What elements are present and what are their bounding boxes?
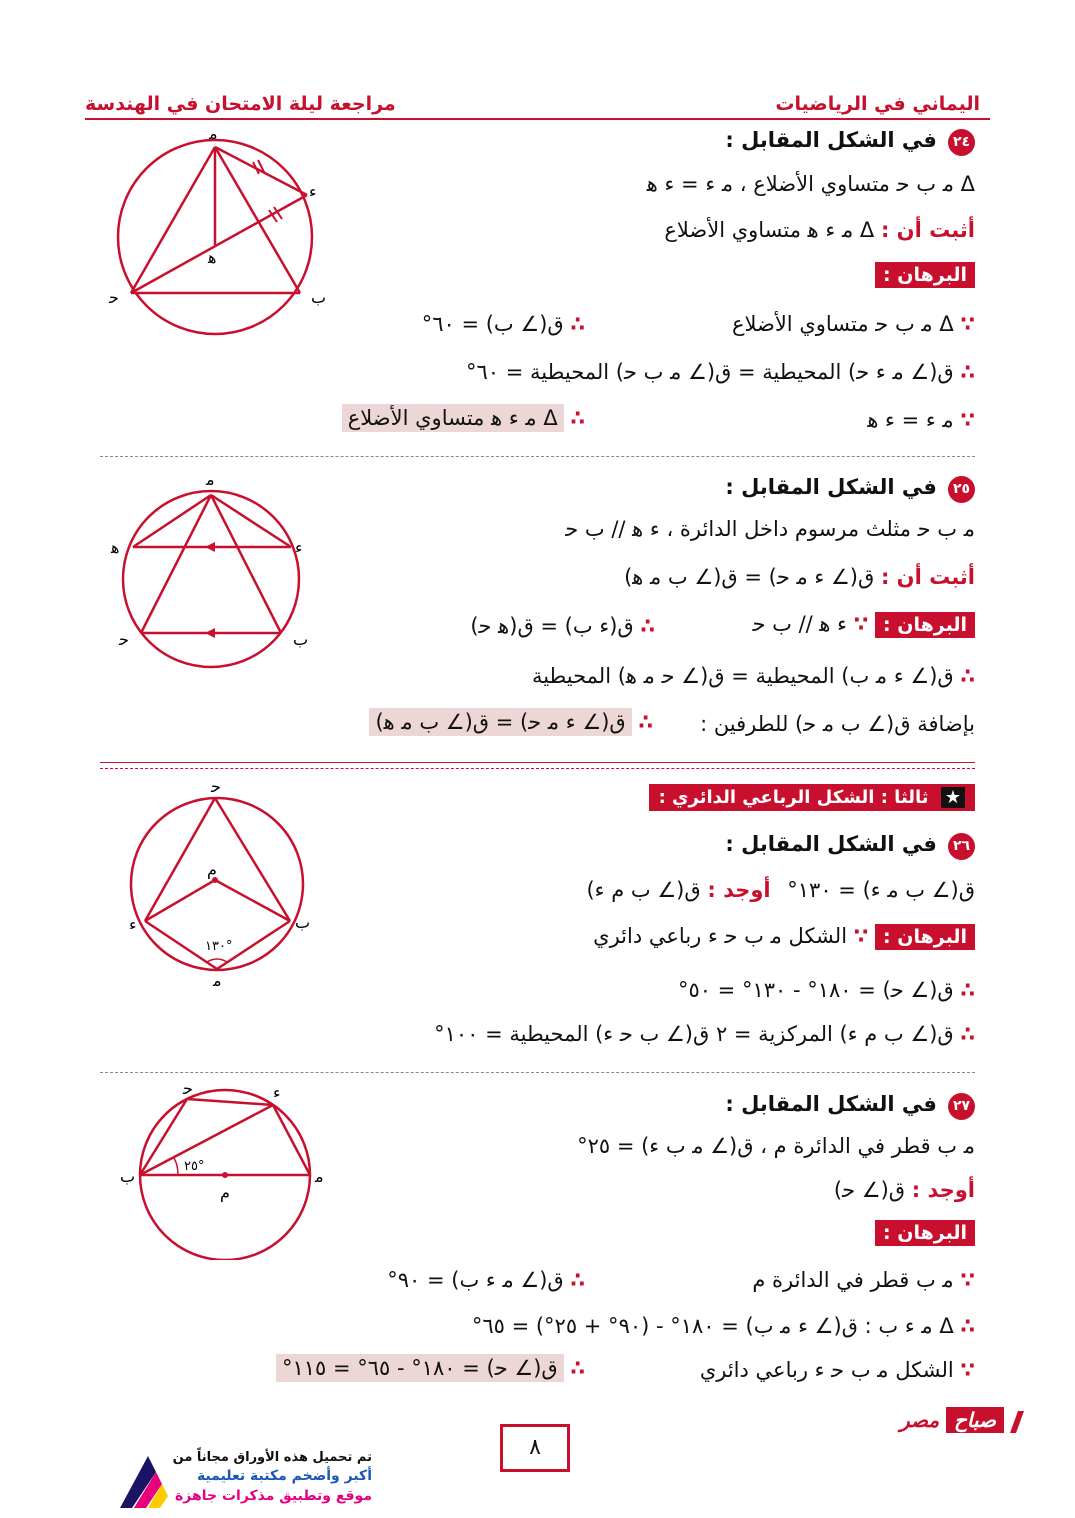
q27-number: ٢٧ — [948, 1093, 975, 1120]
q26-angle-label: ١٣٠° — [205, 939, 233, 954]
therefore-icon: ∴ — [960, 360, 975, 384]
q25-prove-label: أثبت أن : — [880, 565, 975, 589]
because-icon: ∵ — [960, 1268, 975, 1292]
q25-label-b: ﺏ — [293, 630, 309, 649]
q26-step3-text: ﻕ(∠ ﺏ م ﺀ) المركزية = ٢ ﻕ(∠ ﺏ ﺣ ﺀ) المحيطية = ١٠٠° — [434, 1022, 954, 1046]
q27-find-label: أوجد : — [911, 1178, 975, 1202]
q27-step1-reason — [752, 1268, 975, 1292]
q24-label-d: ﺀ — [309, 182, 317, 201]
q26-proof-badge: البرهان : — [875, 924, 975, 950]
brand-logo — [900, 1408, 1020, 1433]
q25-step2 — [532, 664, 975, 688]
q26-label-d: ﺀ — [129, 915, 137, 934]
q27-label-d: ﺀ — [273, 1083, 281, 1102]
therefore-icon: ∴ — [640, 614, 655, 638]
q24-step1-reason — [732, 312, 975, 336]
q26-step1 — [593, 924, 975, 950]
q24-label-h: ﻫ — [208, 248, 217, 267]
brand-bar-icon — [1010, 1411, 1024, 1433]
header-subject: اليماني في الرياضيات — [775, 93, 980, 115]
q27-step3-r: الشكل ﻣ ﺏ ﺣ ﺀ رباعي دائري — [699, 1358, 954, 1382]
section-rule-dashed — [100, 768, 975, 769]
q27-heading — [725, 1092, 975, 1120]
header-rule — [85, 118, 990, 120]
divider — [100, 456, 975, 457]
q27-label-b: ﺏ — [120, 1167, 136, 1186]
q24-step1-r: Δ ﻣ ﺏ ﺣ متساوي الأضلاع — [731, 312, 954, 336]
q25-label-d: ﺀ — [295, 538, 303, 557]
brand-name-a: صباح — [946, 1407, 1004, 1433]
q24-step1-result — [422, 312, 585, 336]
q26-given — [586, 878, 975, 902]
q26-figure — [115, 778, 320, 990]
q27-label-m: م — [220, 1183, 230, 1202]
q27-step1-r: ﻣ ﺏ قطر في الدائرة م — [752, 1268, 954, 1292]
because-icon: ∵ — [853, 612, 869, 636]
q24-step2-text: ﻕ(∠ ﻣ ﺀ ﺣ) المحيطية = ﻕ(∠ ﻣ ﺏ ﺣ) المحيطية = ٦٠° — [466, 360, 954, 384]
q27-proof-badge: البرهان : — [875, 1220, 975, 1246]
q24-heading — [725, 128, 975, 156]
q24-step3-reason — [867, 408, 975, 432]
q27-step1-result — [387, 1268, 585, 1292]
q27-given: ﻣ ﺏ قطر في الدائرة م ، ﻕ(∠ ﻣ ﺏ ﺀ) = ٢٥° — [577, 1134, 975, 1158]
q25-proof-badge: البرهان : — [875, 612, 975, 638]
q25-prove — [624, 565, 975, 589]
q25-conclusion: ﻕ(∠ ﺀ ﻣ ﺣ) = ﻕ(∠ ﺏ ﻣ ﻫ) — [369, 708, 631, 736]
because-icon: ∵ — [960, 312, 975, 336]
q26-label-m: م — [207, 860, 217, 879]
q24-label-c: ﺣ — [109, 288, 119, 307]
q26-step3 — [434, 1022, 975, 1046]
promo-logo-icon — [110, 1450, 172, 1514]
q25-given: ﻣ ﺏ ﺣ مثلث مرسوم داخل الدائرة ، ﺀ ﻫ // ﺏ ﺣ — [565, 517, 975, 541]
q24-conclusion: Δ ﻣ ﺀ ﻫ متساوي الأضلاع — [342, 404, 564, 432]
q24-step3-r: ﻣ ﺀ = ﺀ ﻫ — [867, 408, 954, 432]
q27-label-c: ﺣ — [183, 1080, 193, 1098]
q27-step3-result — [276, 1356, 585, 1380]
q25-step3-reason: بإضافة ﻕ(∠ ﺏ ﻣ ﺣ) للطرفين : — [700, 712, 975, 736]
q26-step1-text: الشكل ﻣ ﺏ ﺣ ﺀ رباعي دائري — [593, 924, 848, 948]
q26-label-c: ﺣ — [211, 778, 221, 796]
therefore-icon: ∴ — [570, 1356, 585, 1380]
q27-title: في الشكل المقابل : — [725, 1092, 937, 1116]
q27-conclusion: ﻕ(∠ ﺣ) = ١٨٠° - ٦٥° = ١١٥° — [276, 1354, 564, 1382]
divider — [100, 1072, 975, 1073]
q25-step1 — [752, 612, 975, 638]
q24-step1-l: ﻕ(∠ ﺏ) = ٦٠° — [421, 312, 564, 336]
therefore-icon: ∴ — [570, 406, 585, 430]
q25-step1-l: ﻕ(ﺀ ﺏ) = ﻕ(ﻫ ﺣ) — [470, 614, 634, 638]
because-icon: ∵ — [960, 1358, 975, 1382]
therefore-icon: ∴ — [570, 312, 585, 336]
q24-figure — [95, 125, 335, 350]
q27-find-text: ﻕ(∠ ﺣ) — [833, 1178, 906, 1202]
q25-label-h: ﻫ — [111, 538, 120, 557]
q25-label-a: ﻣ — [206, 470, 215, 489]
q27-figure — [110, 1080, 335, 1260]
q25-step1-result — [470, 614, 655, 638]
q24-proof-label — [875, 262, 975, 288]
therefore-icon: ∴ — [570, 1268, 585, 1292]
q24-step3-result — [342, 406, 585, 430]
q26-heading — [725, 832, 975, 860]
q25-figure — [105, 465, 320, 675]
q25-heading — [725, 475, 975, 503]
q24-title: في الشكل المقابل : — [725, 128, 937, 152]
therefore-icon: ∴ — [960, 1314, 975, 1338]
promo-line-2: أكبر وأضخم مكتبة تعليمية — [197, 1468, 372, 1484]
q25-step1-r: ﺀ ﻫ // ﺏ ﺣ — [752, 612, 848, 636]
star-icon: ★ — [941, 787, 965, 808]
q26-step2 — [678, 978, 975, 1002]
q26-number: ٢٦ — [948, 833, 975, 860]
q26-step2-text: ﻕ(∠ ﺣ) = ١٨٠° - ١٣٠° = ٥٠° — [677, 978, 954, 1002]
q26-label-b: ﺏ — [295, 913, 311, 932]
q26-given-text: ﻕ(∠ ﺏ ﻣ ﺀ) = ١٣٠° — [787, 878, 975, 902]
brand-name-b: مصر — [899, 1408, 940, 1432]
q27-step2 — [472, 1314, 975, 1338]
q26-find-label: أوجد : — [707, 878, 771, 902]
therefore-icon: ∴ — [638, 710, 653, 734]
q25-number: ٢٥ — [948, 476, 975, 503]
section-header — [649, 784, 975, 811]
q25-step2-text: ﻕ(∠ ﺀ ﻣ ﺏ) المحيطية = ﻕ(∠ ﺣ ﻣ ﻫ) المحيطية — [531, 664, 954, 688]
q27-label-a: ﻣ — [315, 1167, 324, 1186]
therefore-icon: ∴ — [960, 664, 975, 688]
q24-proof-badge: البرهان : — [875, 262, 975, 288]
q27-step1-l: ﻕ(∠ ﻣ ﺀ ﺏ) = ٩٠° — [387, 1268, 564, 1292]
q26-title: في الشكل المقابل : — [725, 832, 937, 856]
q27-step3-reason — [700, 1358, 975, 1382]
page-number: ٨ — [500, 1424, 570, 1472]
q27-step2-text: Δ ﻣ ﺀ ﺏ : ﻕ(∠ ﺀ ﻣ ﺏ) = ١٨٠° - (٩٠° + ٢٥°) = ٦٥° — [471, 1314, 954, 1338]
therefore-icon: ∴ — [960, 1022, 975, 1046]
q24-label-b: ﺏ — [311, 288, 327, 307]
q25-label-c: ﺣ — [119, 630, 129, 649]
section-rule — [100, 762, 975, 763]
because-icon: ∵ — [853, 924, 869, 948]
header-title: مراجعة ليلة الامتحان في الهندسة — [85, 93, 396, 115]
q24-step2 — [466, 360, 975, 384]
section-title: ثالثا : الشكل الرباعي الدائري : — [658, 787, 929, 808]
q24-given: Δ ﻣ ﺏ ﺣ متساوي الأضلاع ، ﻣ ﺀ = ﺀ ﻫ — [646, 172, 975, 196]
because-icon: ∵ — [960, 408, 975, 432]
q25-prove-text: ﻕ(∠ ﺀ ﻣ ﺣ) = ﻕ(∠ ﺏ ﻣ ﻫ) — [624, 565, 875, 589]
promo-line-1: تم تحميل هذه الأوراق مجاناً من — [172, 1450, 372, 1465]
q27-proof-label — [875, 1220, 975, 1246]
q26-label-a: ﻣ — [213, 971, 222, 990]
q26-find-text: ﻕ(∠ ﺏ م ﺀ) — [586, 878, 701, 902]
q24-prove-label: أثبت أن : — [880, 218, 975, 242]
q25-title: في الشكل المقابل : — [725, 475, 937, 499]
q24-prove-text: Δ ﻣ ﺀ ﻫ متساوي الأضلاع — [664, 218, 875, 242]
therefore-icon: ∴ — [960, 978, 975, 1002]
q24-prove — [664, 218, 975, 242]
q25-step3-result — [369, 710, 653, 734]
promo-line-3: موقع وتطبيق مذكرات جاهزة — [175, 1488, 372, 1504]
q27-find — [834, 1178, 975, 1202]
q24-label-a: ﻣ — [209, 125, 218, 143]
q24-number: ٢٤ — [948, 129, 975, 156]
q27-angle-label: ٢٥° — [184, 1159, 205, 1174]
